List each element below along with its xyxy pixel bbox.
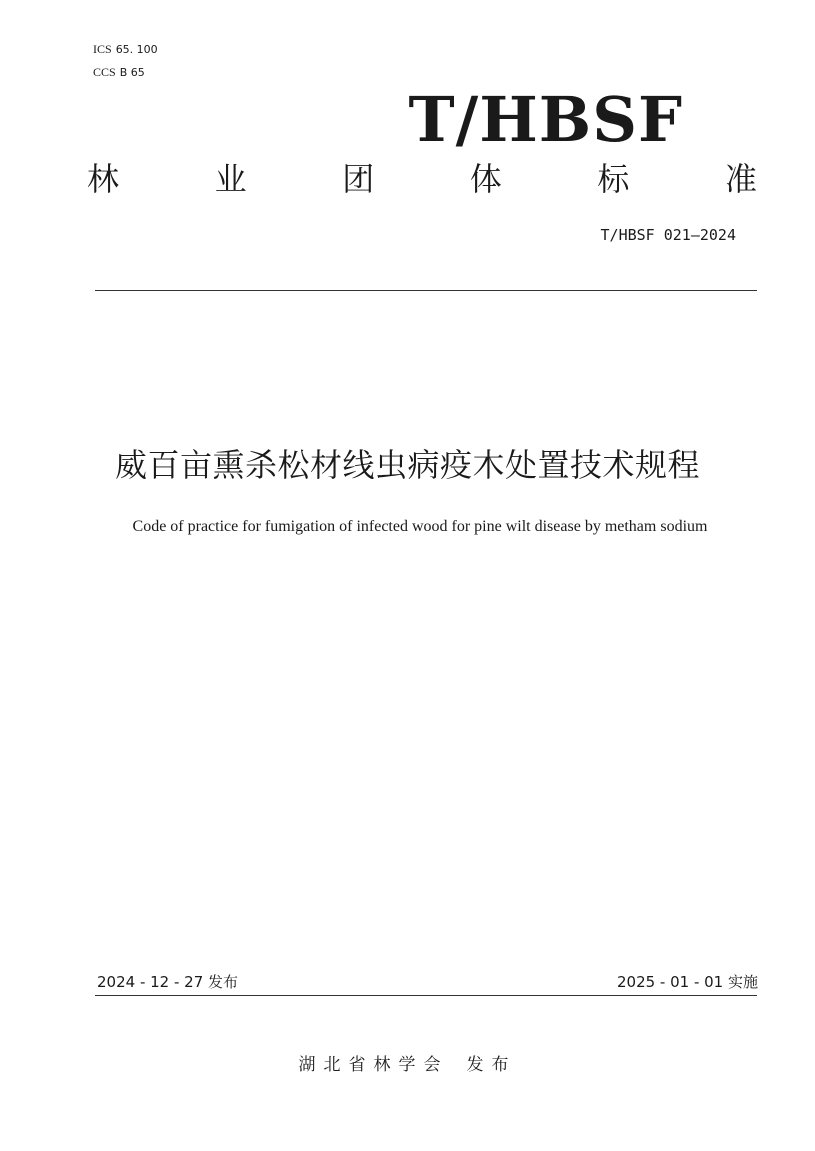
ics-code (93, 38, 158, 61)
publisher-action: 发布 (466, 1055, 517, 1075)
standard-type-char: 业 (214, 160, 247, 198)
classification-codes (93, 38, 158, 84)
standard-logo: T/HBSF (408, 83, 683, 156)
header-divider (95, 290, 757, 291)
footer-divider (95, 995, 757, 996)
document-title-chinese: 威百亩熏杀松材线虫病疫木处置技术规程 (114, 446, 700, 484)
publisher-organization: 湖北省林学会 (298, 1055, 449, 1075)
standard-type-heading (87, 157, 757, 201)
ccs-value: B 65 (119, 66, 145, 79)
standard-type-char: 标 (597, 160, 630, 198)
standard-type-char: 林 (87, 160, 120, 198)
implementation-date: 2025 - 01 - 01 实施 (616, 973, 758, 991)
ics-label: ICS (93, 42, 112, 56)
standard-type-char: 准 (724, 160, 757, 198)
standard-type-char: 团 (342, 160, 375, 198)
ccs-code (93, 61, 158, 84)
ics-value: 65. 100 (115, 43, 158, 56)
standard-type-char: 体 (469, 160, 502, 198)
issue-date: 2024 - 12 - 27 发布 (97, 973, 239, 991)
ccs-label: CCS (93, 65, 116, 79)
publisher-line (0, 1052, 815, 1078)
standard-number: T/HBSF 021—2024 (600, 226, 736, 244)
document-title-english: Code of practice for fumigation of infected wood for pine wilt disease by metham sodium (132, 518, 708, 535)
